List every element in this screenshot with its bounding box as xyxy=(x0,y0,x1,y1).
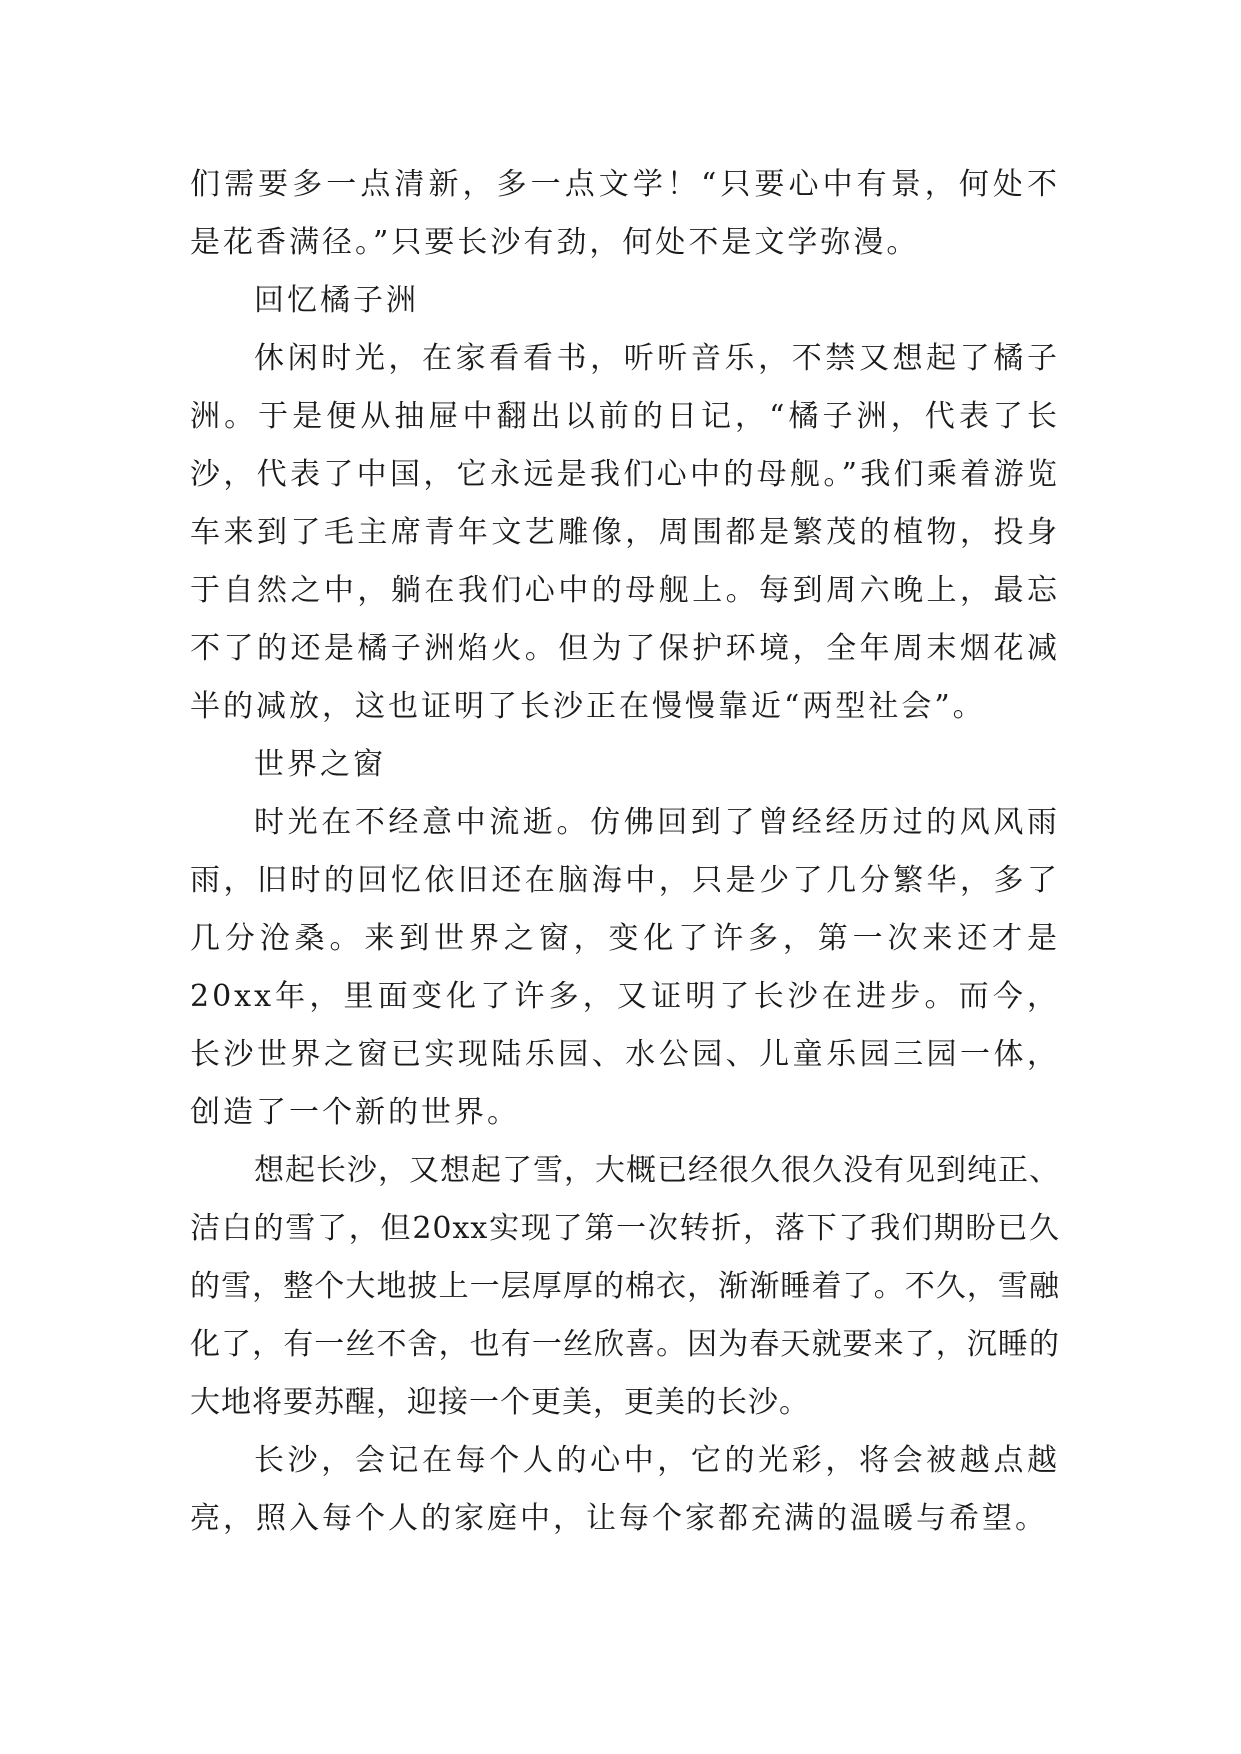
section-heading-juzizhou: 回忆橘子洲 xyxy=(254,283,419,318)
paragraph-snow: 想起长沙，又想起了雪，大概已经很久很久没有见到纯正、洁白的雪了，但20xx实现了第一次转折，落下了我们期盼已久的雪，整个大地披上一层厚厚的棉衣，渐渐睡着了。不久，雪融化了，有一丝不舍，也有一丝欣喜。因为春天就要来了，沉睡的大地将要苏醒，迎接一个更美，更美的长沙。 xyxy=(190,1153,1060,1420)
section-heading-world-window: 世界之窗 xyxy=(254,747,386,782)
paragraph-world-window: 时光在不经意中流逝。仿佛回到了曾经经历过的风风雨雨，旧时的回忆依旧还在脑海中，只是少了几分繁华，多了几分沧桑。来到世界之窗，变化了许多，第一次来还才是20xx年，里面变化了许多，又证明了长沙在进步。而今，长沙世界之窗已实现陆乐园、水公园、儿童乐园三园一体，创造了一个新的世界。 xyxy=(190,805,1060,1130)
paragraph-juzizhou: 休闲时光，在家看看书，听听音乐，不禁又想起了橘子洲。于是便从抽屉中翻出以前的日记，“橘子洲，代表了长沙，代表了中国，它永远是我们心中的母舰。”我们乘着游览车来到了毛主席青年文艺雕像，周围都是繁茂的植物，投身于自然之中，躺在我们心中的母舰上。每到周六晚上，最忘不了的还是橘子洲焰火。但为了保护环境，全年周末烟花减半的减放，这也证明了长沙正在慢慢靠近“两型社会”。 xyxy=(190,341,1060,724)
paragraph-closing: 长沙，会记在每个人的心中，它的光彩，将会被越点越亮，照入每个人的家庭中，让每个家都充满的温暖与希望。 xyxy=(190,1443,1060,1536)
document-page xyxy=(190,156,1060,1548)
paragraph-intro-continuation: 们需要多一点清新，多一点文学！“只要心中有景，何处不是花香满径。”只要长沙有劲，何处不是文学弥漫。 xyxy=(190,167,1060,260)
